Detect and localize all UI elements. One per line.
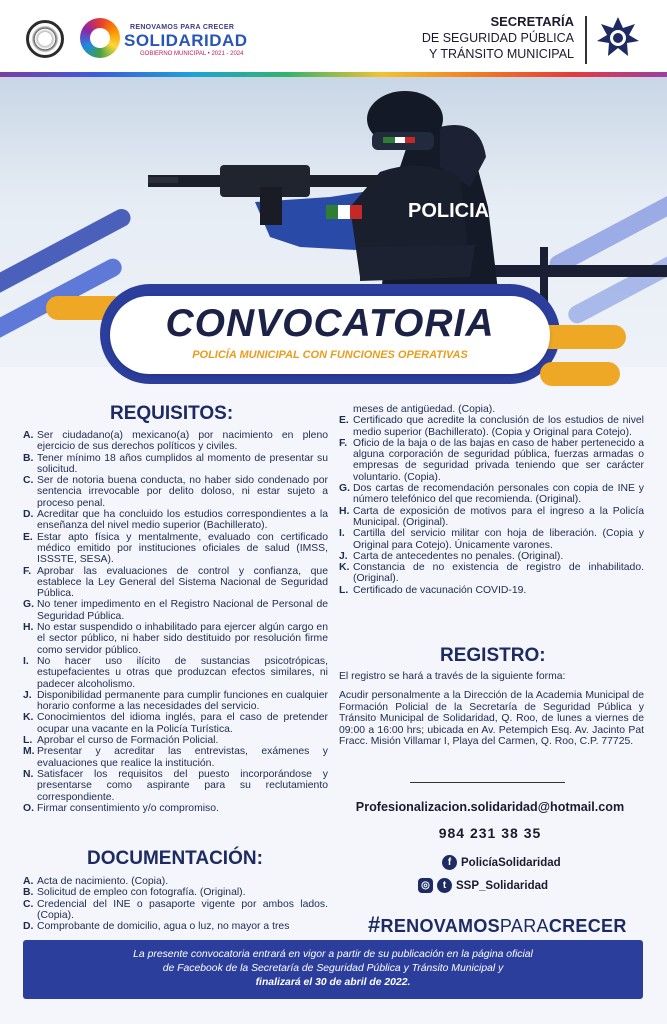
list-item xyxy=(23,746,328,769)
list-item-letter: O. xyxy=(23,802,34,814)
list-item xyxy=(23,509,328,532)
list-item-text: Satisfacer los requisitos del puesto incorporándose y presentarse como aspirante para su reclutamiento correspondiente. xyxy=(37,768,328,803)
list-item-text: No tener impedimento en el Registro Nacional de Personal de Seguridad Pública. xyxy=(37,599,328,622)
list-item xyxy=(23,622,328,656)
facebook-link[interactable] xyxy=(442,855,561,870)
list-item-text: Presentar y acreditar las entrevistas, exámenes y evaluaciones que realice la institución. xyxy=(37,746,328,769)
list-item-letter: C. xyxy=(23,475,34,487)
hashtag-part-1: RENOVAMOS xyxy=(380,916,500,936)
list-item-letter: C. xyxy=(23,898,34,910)
list-item-text: Carta de antecedentes no penales. (Original). xyxy=(353,550,564,562)
list-item-letter: A. xyxy=(23,876,34,887)
solidaridad-logo-icon xyxy=(80,18,120,58)
footer-line-2: de Facebook de la Secretaría de Seguridad Pública y Tránsito Municipal y xyxy=(162,963,504,974)
list-item-text: Aprobar las evaluaciones de control y confianza, que establece la Ley General del Sistema Nacional de Seguridad Pública. xyxy=(37,565,328,600)
list-item xyxy=(339,528,644,551)
secretaria-line-2: DE SEGURIDAD PÚBLICA xyxy=(421,31,574,45)
list-item-text: Ser de notoria buena conducta, no haber sido condenado por sentencia irrevocable por delito doloso, ni estar sujeto a proceso penal. xyxy=(37,475,328,509)
hashtag-part-3: CRECER xyxy=(548,916,627,936)
hashtag-part-2: PARA xyxy=(499,916,549,936)
list-item-letter: I. xyxy=(339,528,345,540)
facebook-handle: PolicíaSolidaridad xyxy=(461,856,561,869)
solidaridad-name: SOLIDARIDAD xyxy=(124,31,248,50)
footer-line-1: La presente convocatoria entrará en vigor a partir de su publicación en la página oficial xyxy=(133,949,533,960)
list-item-text: Credencial del INE o pasaporte vigente por ambos lados. (Copia). xyxy=(37,898,328,921)
hash-icon: # xyxy=(368,912,381,937)
list-item xyxy=(23,735,328,746)
solidaridad-subtitle: GOBIERNO MUNICIPAL • 2021 - 2024 xyxy=(140,51,244,57)
facebook-icon: f xyxy=(442,855,457,870)
registro-intro: El registro se hará a través de la siguiente forma: xyxy=(339,671,566,682)
doc-d-continuation: meses de antigüedad. (Copia). xyxy=(353,404,496,415)
header-divider xyxy=(585,16,587,64)
list-item xyxy=(23,690,328,713)
list-item xyxy=(23,566,328,600)
contact-email-link[interactable]: Profesionalizacion.solidaridad@hotmail.com xyxy=(355,800,625,814)
list-item xyxy=(339,585,644,596)
list-item xyxy=(339,551,644,562)
list-item xyxy=(339,404,644,415)
footer-notice xyxy=(23,940,643,999)
list-item-letter: G. xyxy=(23,599,34,611)
list-item-letter: D. xyxy=(23,921,34,933)
list-item-text: Cartilla del servicio militar con hoja de liberación. (Copia y Original para Cotejo). Únicamente varones. xyxy=(353,528,644,551)
list-item xyxy=(23,769,328,803)
list-item xyxy=(23,475,328,509)
decor-orange-bar xyxy=(540,362,620,386)
list-item xyxy=(23,712,328,735)
list-item-letter: E. xyxy=(23,531,33,543)
list-item-text: Acta de nacimiento. (Copia). xyxy=(37,876,169,887)
list-item xyxy=(339,562,644,585)
list-item xyxy=(23,899,328,922)
list-item-text: Certificado que acredite la conclusión de los estudios de nivel medio superior (Bachillerato). (Copia y Original para Cotejo). xyxy=(353,415,644,438)
list-item-text: Conocimientos del idioma inglés, para el caso de pretender ocupar una vacante en la Policía Turística. xyxy=(37,712,328,735)
list-item-text: No hacer uso ilícito de sustancias psicotrópicas, estupefacientes u otras que produzcan efectos similares, ni padecer alcoholismo. xyxy=(37,655,328,690)
list-item xyxy=(23,430,328,453)
list-item-text: Constancia de no existencia de registro de inhabilitado. (Original). xyxy=(353,562,644,585)
municipal-seal-icon xyxy=(26,20,64,58)
requisitos-heading: REQUISITOS: xyxy=(110,403,234,424)
list-item-text: Tener mínimo 18 años cumplidos al momento de presentar su solicitud. xyxy=(37,452,328,475)
list-item-letter: B. xyxy=(23,887,34,899)
list-item xyxy=(23,803,328,814)
list-item-text: Oficio de la baja o de las bajas en caso de haber pertenecido a alguna corporación de seguridad pública, fuerzas armadas o empresas de seguridad privada teniendo que ser carácter voluntario. (Copia). xyxy=(353,437,644,483)
instagram-icon: ◎ xyxy=(418,878,433,893)
page-title: CONVOCATORIA xyxy=(165,302,495,345)
documentacion-list-right xyxy=(339,404,644,596)
list-item-text: Ser ciudadano(a) mexicano(a) por nacimiento en pleno ejercicio de sus derechos políticos y civiles. xyxy=(37,430,328,453)
secretaria-line-1: SECRETARÍA xyxy=(490,14,574,29)
secretaria-line-3: Y TRÁNSITO MUNICIPAL xyxy=(429,47,574,61)
registro-body: Acudir personalmente a la Dirección de la Academia Municipal de Formación Policial de la Secretaría de Seguridad Pública y Tránsito Municipal de Solidaridad, Q. Roo, de lunes a viernes de 09:00 a 16:00 hrs; ubicada en Av. Petempich Esq. Av. Jacinto Pat Fracc. Misión Villamar I, Playa del Carmen, Q. Roo, C.P. 77725. xyxy=(339,690,644,747)
list-item-text: No estar suspendido o inhabilitado para ejercer algún cargo en el sector público, ni haber sido destituido por resolución firme como servidor público. xyxy=(37,622,328,656)
list-item-letter: J. xyxy=(339,550,348,562)
divider xyxy=(410,782,565,783)
page-subtitle: POLICÍA MUNICIPAL CON FUNCIONES OPERATIVAS xyxy=(192,349,468,361)
header xyxy=(0,0,667,76)
requisitos-list xyxy=(23,430,328,814)
list-item-letter: B. xyxy=(23,452,34,464)
twitter-icon: t xyxy=(437,878,452,893)
list-item xyxy=(339,506,644,529)
list-item-letter: L. xyxy=(339,584,349,596)
list-item-text: Disponibilidad permanente para cumplir funciones en cualquier horario conforme a las necesidades del servicio. xyxy=(37,689,328,713)
list-item xyxy=(339,415,644,438)
list-item xyxy=(23,599,328,622)
list-item-letter: K. xyxy=(339,562,350,574)
list-item-text: Dos cartas de recomendación personales con copia de INE y número telefónico del que recomienda. (Original). xyxy=(353,483,644,506)
twitter-handle: SSP_Solidaridad xyxy=(456,879,549,892)
list-item-letter: F. xyxy=(339,437,348,449)
list-item xyxy=(23,887,328,898)
police-star-badge-icon xyxy=(596,16,640,60)
list-item xyxy=(23,532,328,566)
list-item-text: Acreditar que ha concluido los estudios correspondientes a la enseñanza del nivel medio superior (Bachillerato). xyxy=(37,509,328,532)
list-item xyxy=(339,438,644,483)
list-item-letter: D. xyxy=(23,509,34,521)
list-item xyxy=(23,876,328,887)
list-item-letter: A. xyxy=(23,430,34,441)
list-item-text: Firmar consentimiento y/o compromiso. xyxy=(37,802,219,814)
documentacion-list-left xyxy=(23,876,328,932)
list-item-letter: F. xyxy=(23,565,32,577)
footer-line-3: finalizará el 30 de abril de 2022. xyxy=(255,977,411,988)
secretaria-title xyxy=(422,14,574,62)
list-item-text: Comprobante de domicilio, agua o luz, no mayor a tres xyxy=(37,921,290,933)
list-item-letter: H. xyxy=(23,622,34,634)
list-item-letter: M. xyxy=(23,746,35,758)
list-item xyxy=(339,483,644,506)
list-item-letter: H. xyxy=(339,505,350,517)
list-item-text: Aprobar el curso de Formación Policial. xyxy=(37,735,219,747)
list-item-letter: E. xyxy=(339,415,349,427)
contact-phone: 984 231 38 35 xyxy=(438,825,542,841)
vest-police-label: POLICIA xyxy=(408,200,490,222)
title-banner xyxy=(110,296,550,374)
documentacion-heading: DOCUMENTACIÓN: xyxy=(87,848,263,869)
list-item xyxy=(23,921,328,932)
documentacion-items-right xyxy=(339,415,644,596)
list-item-letter: J. xyxy=(23,689,32,701)
hashtag-slogan xyxy=(368,912,627,938)
list-item-text: Solicitud de empleo con fotografía. (Original). xyxy=(37,887,246,899)
list-item xyxy=(23,656,328,690)
list-item-letter: G. xyxy=(339,483,350,495)
registro-heading: REGISTRO: xyxy=(440,645,546,666)
solidaridad-slogan: RENOVAMOS PARA CRECER xyxy=(130,24,235,31)
list-item-letter: N. xyxy=(23,768,34,780)
list-item-text: Estar apto física y mentalmente, evaluado con certificado médico emitido por instituciones oficiales de salud (IMSS, ISSSTE, SESA). xyxy=(37,531,328,566)
list-item-letter: K. xyxy=(23,712,34,724)
list-item xyxy=(23,453,328,476)
list-item-text: Certificado de vacunación COVID-19. xyxy=(353,584,527,596)
list-item-text: Carta de exposición de motivos para el ingreso a la Policía Municipal. (Original). xyxy=(353,505,644,528)
list-item-letter: I. xyxy=(23,655,29,667)
instagram-twitter-link[interactable] xyxy=(418,878,548,893)
list-item-letter: L. xyxy=(23,735,33,747)
